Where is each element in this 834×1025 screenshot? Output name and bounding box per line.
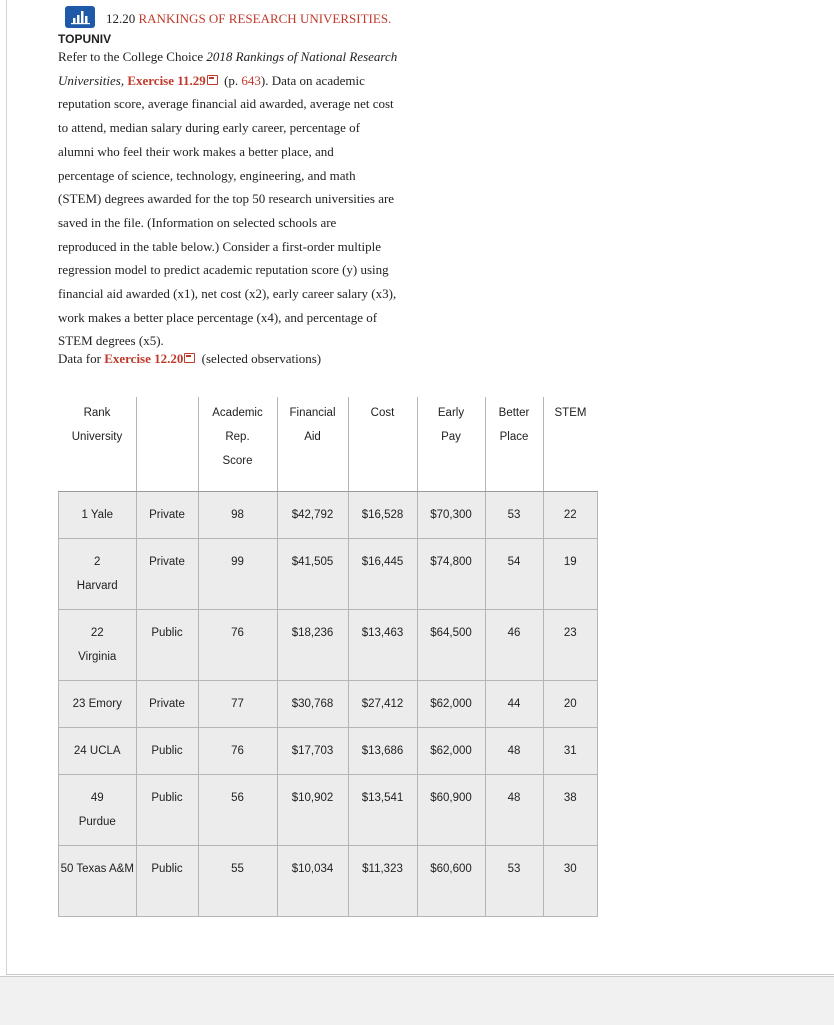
rep-score-cell: 76 — [198, 609, 277, 680]
exercise-heading — [106, 11, 391, 27]
type-cell: Public — [136, 845, 198, 916]
rep-score-cell: 77 — [198, 680, 277, 727]
table-row — [59, 538, 598, 609]
header-early-pay: Early Pay — [417, 397, 485, 491]
external-link-icon[interactable] — [184, 353, 195, 363]
type-cell: Public — [136, 609, 198, 680]
financial-aid-cell: $42,792 — [277, 491, 348, 538]
footer-bar — [0, 976, 834, 1025]
cost-cell: $27,412 — [348, 680, 417, 727]
better-place-cell: 48 — [485, 727, 543, 774]
exercise-paragraph: Refer to the College Choice 2018 Rankings of National Research Universities, Exercise 11.29 (p. 643). Data on academic reputation score, average financial aid awarded, average net cost to attend, median salary during early career, percentage of alumni who feel their work makes a better place, and percentage of science, technology, engineering, and math (STEM) degrees awarded for the top 50 research universities are saved in the file. (Information on selected schools are reproduced in the table below.) Consider a first-order multiple regression model to predict academic reputation score (y) using financial aid awarded (x1), net cost (x2), early career salary (x3), work makes a better place percentage (x4), and percentage of STEM degrees (x5). — [58, 49, 398, 349]
early-pay-cell: $62,000 — [417, 680, 485, 727]
rep-score-cell: 98 — [198, 491, 277, 538]
paragraph-source-title-end: Universities, — [58, 72, 128, 88]
cost-cell: $13,463 — [348, 609, 417, 680]
rep-score-cell: 56 — [198, 774, 277, 845]
table-row — [59, 727, 598, 774]
rep-score-cell: 99 — [198, 538, 277, 609]
rank-university-cell: 1 Yale — [59, 491, 137, 538]
header-cost: Cost — [348, 397, 417, 491]
stem-cell: 38 — [543, 774, 598, 845]
data-file-name: TOPUNIV — [58, 32, 112, 46]
rep-score-cell: 55 — [198, 845, 277, 916]
better-place-cell: 54 — [485, 538, 543, 609]
financial-aid-cell: $18,236 — [277, 609, 348, 680]
financial-aid-cell: $41,505 — [277, 538, 348, 609]
table-header-row — [59, 397, 598, 491]
stem-cell: 31 — [543, 727, 598, 774]
early-pay-cell: $60,600 — [417, 845, 485, 916]
table-row — [59, 774, 598, 845]
data-caption: Data for Exercise 12.20 (selected observations) — [58, 351, 322, 366]
cost-cell: $13,541 — [348, 774, 417, 845]
stem-cell: 22 — [543, 491, 598, 538]
early-pay-cell: $60,900 — [417, 774, 485, 845]
page-643-link[interactable]: 643 — [241, 72, 261, 88]
paragraph-text: Refer to the College Choice — [58, 49, 207, 64]
rank-university-cell: 2 Harvard — [59, 538, 137, 609]
stem-cell: 30 — [543, 845, 598, 916]
type-cell: Public — [136, 727, 198, 774]
external-link-icon[interactable] — [207, 75, 218, 85]
rep-score-cell: 76 — [198, 727, 277, 774]
header-type — [136, 397, 198, 491]
table-row — [59, 609, 598, 680]
early-pay-cell: $70,300 — [417, 491, 485, 538]
type-cell: Private — [136, 680, 198, 727]
exercise-title: RANKINGS OF RESEARCH UNIVERSITIES. — [138, 11, 392, 26]
exercise-number: 12.20 — [106, 11, 136, 26]
financial-aid-cell: $30,768 — [277, 680, 348, 727]
early-pay-cell: $74,800 — [417, 538, 485, 609]
early-pay-cell: $62,000 — [417, 727, 485, 774]
stem-cell: 23 — [543, 609, 598, 680]
rank-university-cell: 49 Purdue — [59, 774, 137, 845]
exercise-12-20-link[interactable]: Exercise 12.20 — [104, 351, 184, 366]
cost-cell: $13,686 — [348, 727, 417, 774]
type-cell: Private — [136, 491, 198, 538]
header-academic-rep-score: Academic Rep. Score — [198, 397, 277, 491]
stem-cell: 20 — [543, 680, 598, 727]
rank-university-cell: 23 Emory — [59, 680, 137, 727]
cost-cell: $11,323 — [348, 845, 417, 916]
university-data-table — [58, 397, 598, 917]
stem-cell: 19 — [543, 538, 598, 609]
type-cell: Public — [136, 774, 198, 845]
better-place-cell: 44 — [485, 680, 543, 727]
cost-cell: $16,445 — [348, 538, 417, 609]
table-row — [59, 845, 598, 916]
table-row — [59, 491, 598, 538]
paragraph-source-title: 2018 Rankings of National Research — [206, 49, 398, 64]
better-place-cell: 48 — [485, 774, 543, 845]
financial-aid-cell: $17,703 — [277, 727, 348, 774]
rank-university-cell: 22 Virginia — [59, 609, 137, 680]
rank-university-cell: 50 Texas A&M — [59, 845, 137, 916]
early-pay-cell: $64,500 — [417, 609, 485, 680]
type-cell: Private — [136, 538, 198, 609]
exercise-11-29-link[interactable]: Exercise 11.29 — [127, 72, 206, 88]
header-financial-aid: Financial Aid — [277, 397, 348, 491]
financial-aid-cell: $10,902 — [277, 774, 348, 845]
financial-aid-cell: $10,034 — [277, 845, 348, 916]
header-stem: STEM — [543, 397, 598, 491]
header-better-place: Better Place — [485, 397, 543, 491]
cost-cell: $16,528 — [348, 491, 417, 538]
table-row — [59, 680, 598, 727]
bar-chart-icon — [65, 6, 95, 28]
better-place-cell: 53 — [485, 491, 543, 538]
better-place-cell: 46 — [485, 609, 543, 680]
header-rank-university: Rank University — [59, 397, 137, 491]
rank-university-cell: 24 UCLA — [59, 727, 137, 774]
better-place-cell: 53 — [485, 845, 543, 916]
